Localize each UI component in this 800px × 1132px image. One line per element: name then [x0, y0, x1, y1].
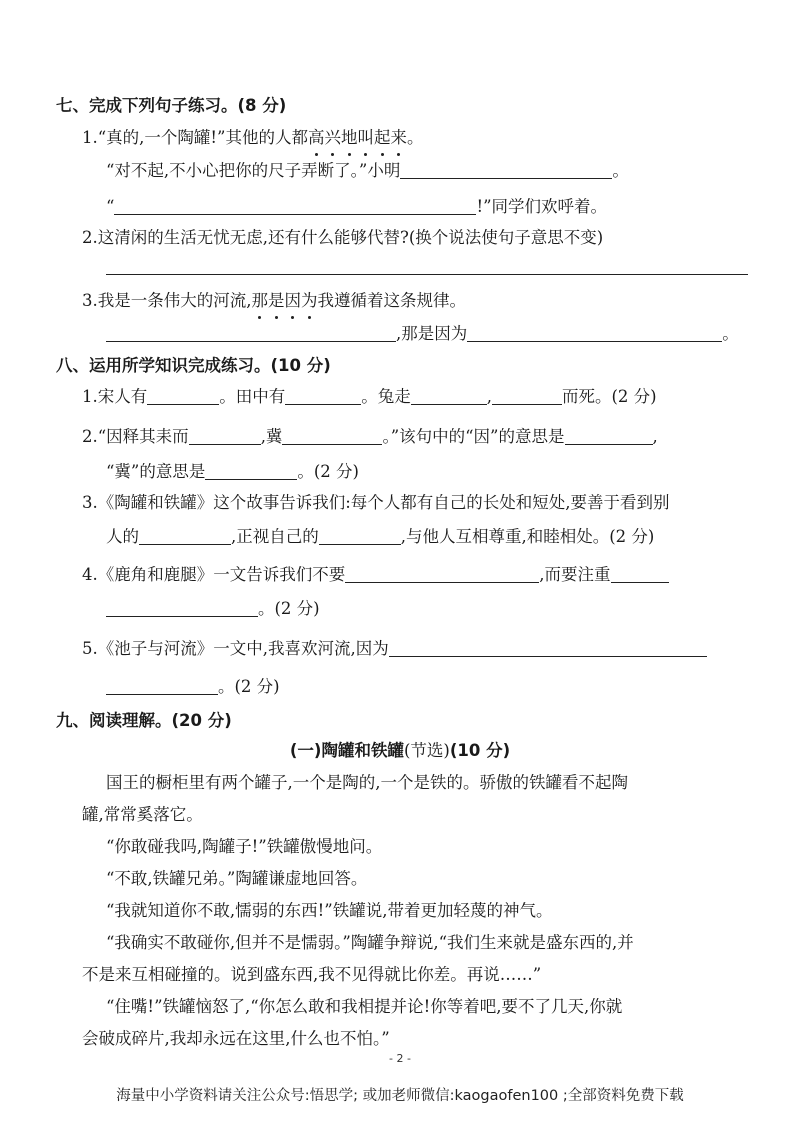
passage-line: “不敢,铁罐兄弟。”陶罐谦虚地回答。 — [106, 869, 368, 888]
page-number: - 2 - — [389, 1052, 411, 1065]
dotted-char: 因 — [284, 291, 301, 310]
answer-blank[interactable] — [282, 426, 382, 445]
s7-q3-end: 。 — [722, 324, 739, 343]
dotted-char: 那 — [251, 291, 268, 310]
footer-notice: 海量中小学资料请关注公众号:悟思学; 或加老师微信:kaogaofen100 ;全部资料免费下载 — [116, 1088, 684, 1104]
answer-blank[interactable] — [611, 564, 669, 583]
answer-blank[interactable] — [565, 426, 653, 445]
s8-q5-line1 — [82, 638, 707, 660]
answer-blank[interactable] — [139, 526, 231, 545]
open-quote: “ — [106, 197, 115, 216]
answer-blank[interactable] — [285, 386, 361, 405]
passage-line: 会破成碎片,我却永远在这里,什么也不怕。” — [82, 1029, 390, 1048]
s8-q4-line1 — [82, 564, 669, 586]
answer-blank[interactable] — [106, 676, 218, 695]
s7-q1-line2-text: “对不起,不小心把你的尺子弄断了。”小明 — [106, 161, 401, 180]
s8-q1-c: 。兔走 — [361, 387, 411, 406]
s8-q3-c: ,与他人互相尊重,和睦相处。(2 分) — [400, 527, 655, 546]
s8-q2-b: ,冀 — [260, 427, 283, 446]
dotted-char: 起 — [374, 128, 391, 147]
passage-line: 罐,常常奚落它。 — [82, 805, 203, 824]
s8-q4-b: ,而要注重 — [539, 565, 611, 584]
answer-blank[interactable] — [411, 386, 487, 405]
passage-title-note: (节选) — [403, 741, 450, 760]
dotted-char: 为 — [301, 291, 318, 310]
dotted-char: 来 — [390, 128, 407, 147]
answer-blank[interactable] — [492, 386, 562, 405]
s7-q3-line2 — [106, 323, 739, 345]
s8-q4-c: 。(2 分) — [258, 599, 320, 618]
answer-blank[interactable] — [319, 526, 401, 545]
s8-q2-f: 。(2 分) — [297, 462, 359, 481]
section9-heading: 九、阅读理解。(20 分) — [56, 711, 232, 730]
s8-q1-b: 。田中有 — [219, 387, 286, 406]
answer-blank[interactable] — [189, 426, 261, 445]
passage-line: “我就知道你不敢,懦弱的东西!”铁罐说,带着更加轻蔑的神气。 — [106, 901, 553, 920]
s8-q2-line1 — [82, 426, 658, 448]
s8-q1-a: 1.宋人有 — [82, 387, 148, 406]
s7-q3-mid: ,那是因为 — [396, 324, 468, 343]
s7-q1-line3-end: !”同学们欢呼着。 — [476, 197, 608, 216]
answer-blank[interactable] — [114, 196, 476, 215]
s7-q3-line1 — [82, 290, 466, 312]
s8-q3-b: ,正视自己的 — [231, 527, 319, 546]
passage-line: 不是来互相碰撞的。说到盛东西,我不见得就比你差。再说……” — [82, 965, 542, 984]
s7-q1-end: 。 — [407, 128, 424, 147]
answer-blank[interactable] — [389, 638, 707, 657]
s8-q2-c: 。”该句中的“因”的意思是 — [382, 427, 565, 446]
s7-q1-text: 1.“真的,一个陶罐!”其他的人都 — [82, 128, 308, 147]
answer-blank[interactable] — [106, 598, 258, 617]
answer-line[interactable] — [106, 274, 748, 275]
answer-blank[interactable] — [106, 323, 396, 342]
s8-q2-line2 — [106, 461, 359, 483]
s7-q3-text: 3.我是一条伟大的河流, — [82, 291, 252, 310]
s8-q1-e: 而死。(2 分) — [562, 387, 657, 406]
s8-q2-e: “冀”的意思是 — [106, 462, 206, 481]
s8-q5-a: 5.《池子与河流》一文中,我喜欢河流,因为 — [82, 639, 389, 658]
answer-blank[interactable] — [345, 564, 539, 583]
s7-q2: 2.这清闲的生活无忧无虑,还有什么能够代替?(换个说法使句子意思不变) — [82, 228, 604, 247]
passage-line: 国王的橱柜里有两个罐子,一个是陶的,一个是铁的。骄傲的铁罐看不起陶 — [106, 773, 628, 792]
s8-q3-a: 人的 — [106, 527, 139, 546]
s7-q3-text-end: 我遵循着这条规律。 — [317, 291, 466, 310]
s8-q1-d: , — [486, 387, 492, 406]
s7-q1-line3 — [106, 196, 607, 218]
passage-line: “我确实不敢碰你,但并不是懦弱。”陶罐争辩说,“我们生来就是盛东西的,并 — [106, 933, 634, 952]
s7-q1-line2-end: 。 — [612, 161, 629, 180]
s8-q3-line1: 3.《陶罐和铁罐》这个故事告诉我们:每个人都有自己的长处和短处,要善于看到别 — [82, 493, 670, 512]
dotted-char: 叫 — [357, 128, 374, 147]
answer-blank[interactable] — [205, 461, 297, 480]
s7-q1-line1 — [82, 127, 424, 149]
section7-heading: 七、完成下列句子练习。(8 分) — [56, 96, 287, 115]
s8-q5-line2 — [106, 676, 280, 698]
section8-heading: 八、运用所学知识完成练习。(10 分) — [56, 356, 331, 375]
s7-q1-line2 — [106, 160, 629, 182]
s8-q1 — [82, 386, 657, 408]
passage-line: “住嘴!”铁罐恼怒了,“你怎么敢和我相提并论!你等着吧,要不了几天,你就 — [106, 997, 623, 1016]
s8-q2-a: 2.“因释其耒而 — [82, 427, 189, 446]
dotted-char: 地 — [341, 128, 358, 147]
dotted-emphasis — [252, 291, 318, 310]
s8-q3-line2 — [106, 526, 654, 548]
passage-title-score: (10 分) — [449, 741, 511, 760]
dotted-char: 高 — [308, 128, 325, 147]
dotted-char: 是 — [268, 291, 285, 310]
answer-blank[interactable] — [147, 386, 219, 405]
dotted-emphasis — [308, 128, 407, 147]
passage-title — [0, 740, 800, 762]
answer-blank[interactable] — [467, 323, 722, 342]
s8-q4-line2 — [106, 598, 320, 620]
s8-q4-a: 4.《鹿角和鹿腿》一文告诉我们不要 — [82, 565, 346, 584]
s8-q2-d: , — [652, 427, 658, 446]
answer-blank[interactable] — [400, 160, 612, 179]
passage-line: “你敢碰我吗,陶罐子!”铁罐傲慢地问。 — [106, 837, 383, 856]
passage-title-main: (一)陶罐和铁罐 — [289, 741, 404, 760]
s8-q5-b: 。(2 分) — [218, 677, 280, 696]
dotted-char: 兴 — [324, 128, 341, 147]
